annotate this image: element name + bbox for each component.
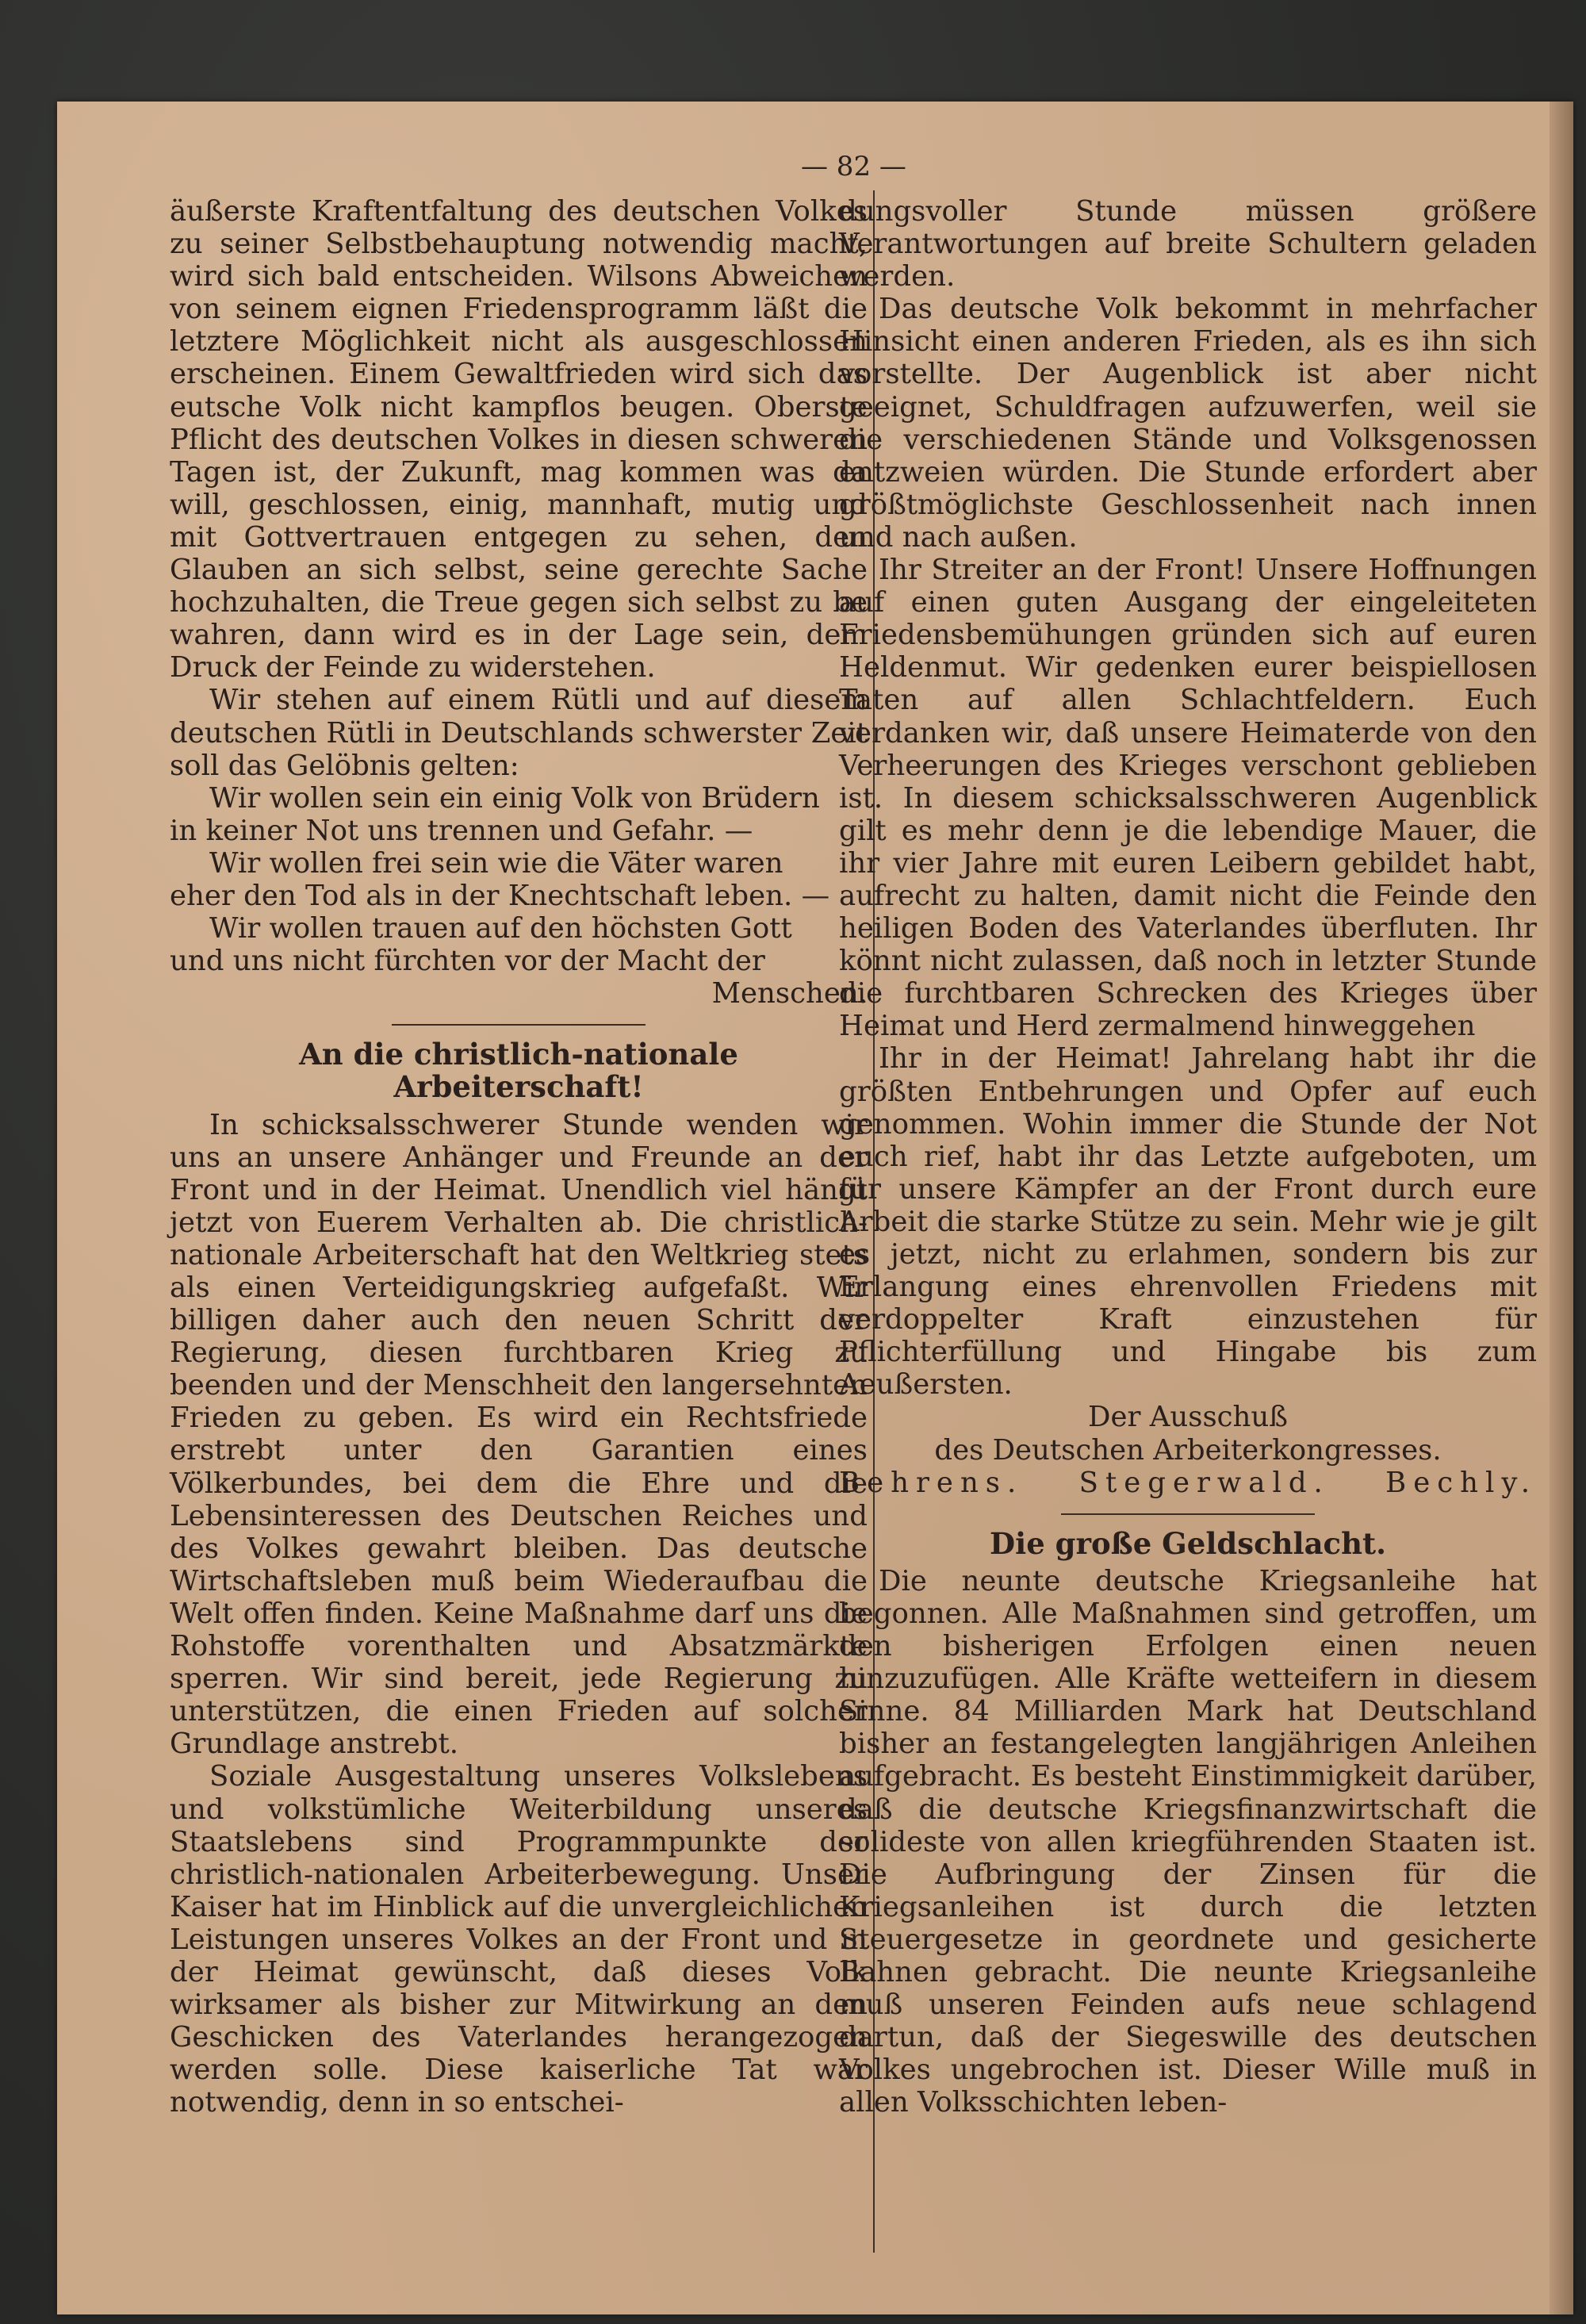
signatory: Behrens. bbox=[839, 1466, 1024, 1499]
right-column bbox=[839, 195, 1537, 2119]
left-column bbox=[170, 195, 868, 2119]
newspaper-page bbox=[57, 102, 1573, 2314]
section-divider bbox=[392, 1024, 646, 1026]
signoff-line: des Deutschen Arbeiterkongresses. bbox=[934, 1433, 1442, 1467]
section-divider bbox=[1061, 1513, 1315, 1515]
signatory: Bechly. bbox=[1385, 1466, 1537, 1499]
article-heading: An die christlich-nationale Arbeiterschaft! bbox=[299, 1037, 738, 1105]
oath-line: Wir wollen frei sein wie die Väter waren bbox=[209, 846, 783, 880]
oath-line: Wir wollen trauen auf den höchsten Gott bbox=[209, 912, 792, 945]
continuation-paragraph: dungsvoller Stunde müssen größere Verantwortungen auf breite Schultern geladen werden. bbox=[839, 195, 1537, 293]
signoff-line: Der Ausschuß bbox=[1088, 1401, 1288, 1434]
front-paragraph: Ihr Streiter an der Front! Unsere Hoffnungen auf einen guten Ausgang der eingeleiteten Friedensbemühungen gründen sich auf euren Heldenmut. Wir gedenken eurer beispiellosen Taten auf allen Schlachtfeldern. Euch verdanken wir, daß unsere Heimaterde von den Verheerungen des Krieges verschont geblieben ist. In diesem schicksalsschweren Augenblick gilt es mehr denn je die lebendige Mauer, die ihr vier Jahre mit euren Leibern gebildet habt, aufrecht zu halten, damit nicht die Feinde den heiligen Boden des Vaterlandes überfluten. Ihr könnt nicht zulassen, daß noch in letzter Stunde die furchtbaren Schrecken des Krieges über Heimat und Herd zermalmend hinweggehen bbox=[839, 554, 1537, 1043]
oath-line: in keiner Not uns trennen und Gefahr. — bbox=[170, 814, 753, 847]
volk-paragraph: Das deutsche Volk bekommt in mehrfacher Hinsicht einen anderen Frieden, als es ihn sich vorstellte. Der Augenblick ist aber nicht geeignet, Schuldfragen aufzuwerfen, weil sie die verschiedenen Stände und Volksgenossen entzweien würden. Die Stunde erfordert aber größtmöglichste Geschlossenheit nach innen und nach außen. bbox=[839, 293, 1537, 554]
rutli-paragraph: Wir stehen auf einem Rütli und auf diesem deutschen Rütli in Deutschlands schwerster Zeit soll das Gelöbnis gelten: bbox=[170, 684, 868, 782]
page-number: — 82 — bbox=[801, 151, 906, 182]
oath-line: eher den Tod als in der Knechtschaft leben. — bbox=[170, 879, 830, 912]
article-heading: Die große Geldschlacht. bbox=[990, 1525, 1386, 1561]
oath-verse bbox=[170, 782, 868, 978]
signatory: Stegerwald. bbox=[1078, 1466, 1330, 1499]
appeal-paragraph: In schicksalsschwerer Stunde wenden wir uns an unsere Anhänger und Freunde an der Front und in der Heimat. Unendlich viel hängt jetzt von Euerem Verhalten ab. Die christlich-nationale Arbeiterschaft hat den Weltkrieg stets als einen Verteidigungskrieg aufgefaßt. Wir billigen daher auch den neuen Schritt der Regierung, diesen furchtbaren Krieg zu beenden und der Menschheit den langersehnten Frieden zu geben. Es wird ein Rechtsfriede erstrebt unter den Garantien eines Völkerbundes, bei dem die Ehre und die Lebensinteressen des Deutschen Reiches und des Volkes gewahrt bleiben. Das deutsche Wirtschaftsleben muß beim Wiederaufbau die Welt offen finden. Keine Maßnahme darf uns die Rohstoffe vorenthalten und Absatzmärkte sperren. Wir sind bereit, jede Regierung zu unterstützen, die einen Frieden auf solcher Grundlage anstrebt. bbox=[170, 1108, 868, 1761]
oath-line: und uns nicht fürchten vor der Macht der bbox=[170, 945, 765, 978]
loan-paragraph: Die neunte deutsche Kriegsanleihe hat begonnen. Alle Maßnahmen sind getroffen, um den bisherigen Erfolgen einen neuen hinzuzufügen. Alle Kräfte wetteifern in diesem Sinne. 84 Milliarden Mark hat Deutschland bisher an festangelegten langjährigen Anleihen aufgebracht. Es besteht Einstimmigkeit darüber, daß die deutsche Kriegsfinanzwirtschaft die solideste von allen kriegführenden Staaten ist. Die Aufbringung der Zinsen für die Kriegsanleihen ist durch die letzten Steuergesetze in geordnete und gesicherte Bahnen gebracht. Die neunte Kriegsanleihe muß unseren Feinden aufs neue schlagend dartun, daß der Siegeswille des deutschen Volkes ungebrochen ist. Dieser Wille muß in allen Volksschichten leben- bbox=[839, 1564, 1537, 2119]
oath-line-end: Menschen. bbox=[711, 977, 868, 1011]
signatories bbox=[839, 1467, 1537, 1499]
intro-paragraph: äußerste Kraftentfaltung des deutschen Volkes zu seiner Selbstbehauptung notwendig macht, wird sich bald entscheiden. Wilsons Abweichen von seinem eignen Friedensprogramm läßt die letztere Möglichkeit nicht als ausgeschlossen erscheinen. Einem Gewaltfrieden wird sich das eutsche Volk nicht kampflos beugen. Oberste Pflicht des deutschen Volkes in diesen schweren Tagen ist, der Zukunft, mag kommen was da will, geschlossen, einig, mannhaft, mutig und mit Gottvertrauen entgegen zu sehen, den Glauben an sich selbst, seine gerechte Sache hochzuhalten, die Treue gegen sich selbst zu be wahren, dann wird es in der Lage sein, dem Druck der Feinde zu widerstehen. bbox=[170, 195, 868, 685]
heimat-paragraph: Ihr in der Heimat! Jahrelang habt ihr die größten Entbehrungen und Opfer auf euch genommen. Wohin immer die Stunde der Not euch rief, habt ihr das Letzte aufgeboten, um für unsere Kämpfer an der Front durch eure Arbeit die starke Stütze zu sein. Mehr wie je gilt es jetzt, nicht zu erlahmen, sondern bis zur Erlangung eines ehrenvollen Friedens mit verdoppelter Kraft einzustehen für Pflichterfüllung und Hingabe bis zum Aeußersten. bbox=[839, 1042, 1537, 1402]
oath-line: Wir wollen sein ein einig Volk von Brüdern bbox=[209, 781, 820, 815]
page-edge bbox=[1550, 102, 1573, 2314]
social-paragraph: Soziale Ausgestaltung unseres Volkslebens und volkstümliche Weiterbildung unseres Staatslebens sind Programmpunkte der christlich-nationalen Arbeiterbewegung. Unser Kaiser hat im Hinblick auf die unvergleichlichen Leistungen unseres Volkes an der Front und in der Heimat gewünscht, daß dieses Volk wirksamer als bisher zur Mitwirkung an den Geschicken des Vaterlandes herangezogen werden solle. Diese kaiserliche Tat war notwendig, denn in so entschei- bbox=[170, 1760, 868, 2119]
